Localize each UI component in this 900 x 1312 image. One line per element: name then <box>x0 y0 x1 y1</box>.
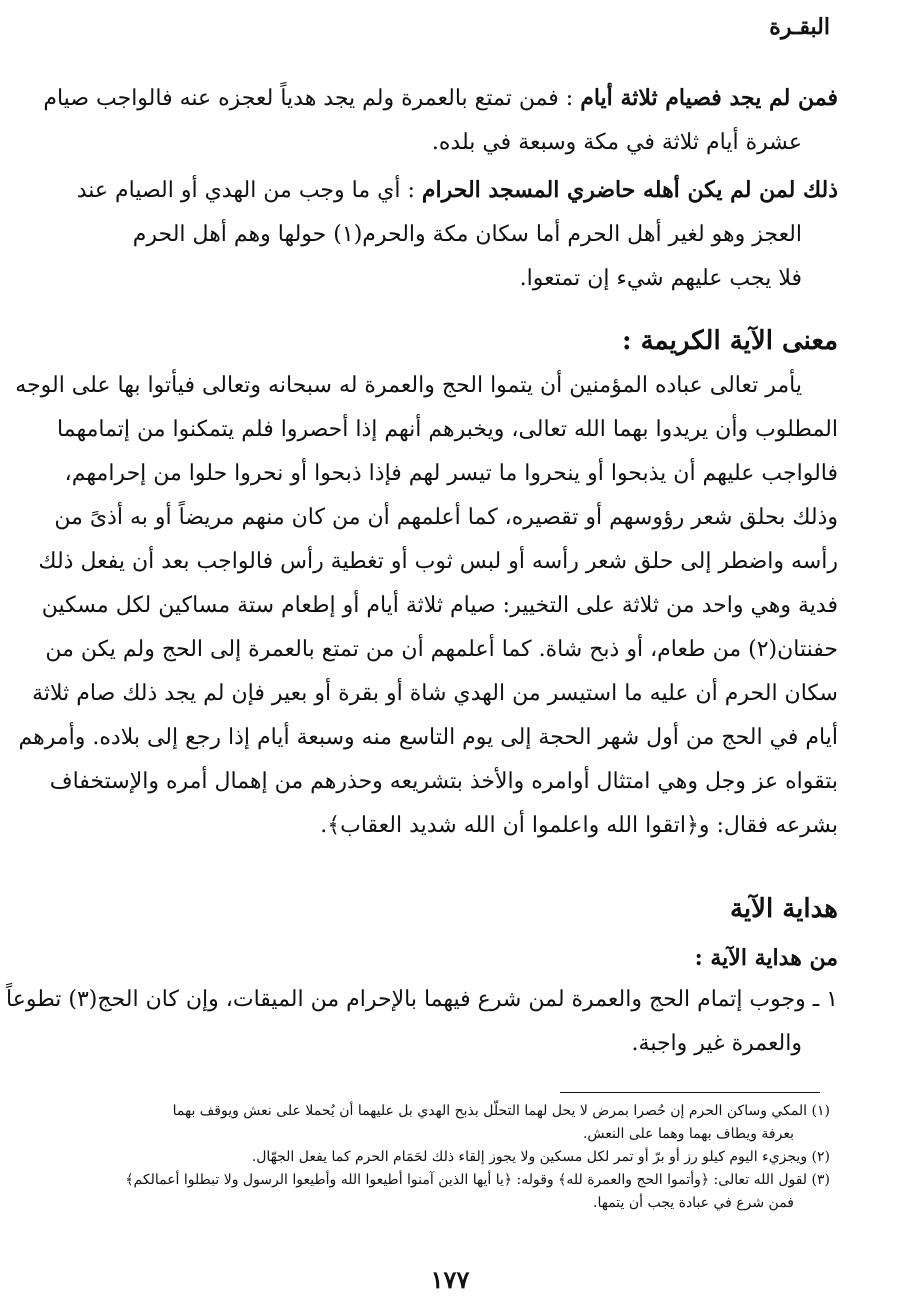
paragraph-line: المطلوب وأن يريدوا بهما الله تعالى، ويخبرهم أنهم إذا أحصروا فلم يتمكنوا من إتمامهما <box>57 417 838 442</box>
meaning-title: معنى الآية الكريمة : <box>621 326 838 356</box>
footnote-line: بعرفة ويطاف بهما وهما على النعش. <box>582 1126 794 1142</box>
verse-term: فمن لم يجد فصيام ثلاثة أيام <box>580 85 838 111</box>
guidance-title: هداية الآية <box>729 894 838 924</box>
verse-term: ذلك لمن لم يكن أهله حاضري المسجد الحرام <box>421 177 838 203</box>
paragraph-line: رأسه واضطر إلى حلق شعر رأسه أو لبس ثوب أو تغطية رأس فالواجب بعد أن يفعل ذلك <box>38 549 838 574</box>
meaning-section <box>15 318 838 848</box>
verse-line: عشرة أيام ثلاثة في مكة وسبعة في بلده. <box>431 130 802 155</box>
footnote-line: (١) المكي وساكن الحرم إن حُصرا بمرض لا يحل لهما التحلّل بذبح الهدي بل عليهما أن يُحملا على نعش ويوقف بهما <box>172 1103 830 1119</box>
paragraph-line: فدية وهي واحد من ثلاثة على التخيير: صيام ثلاثة أيام أو إطعام ستة مساكين لكل مسكين <box>41 593 838 618</box>
paragraph-line: سكان الحرم أن عليه ما استيسر من الهدي شاة أو بقرة أو بعير فإن لم يجد ذلك صام ثلاثة <box>32 681 838 706</box>
guidance-item: ١ ـ وجوب إتمام الحج والعمرة لمن شرع فيهما بالإحرام من الميقات، وإن كان الحج(٣) تطوعاً <box>6 987 838 1012</box>
surah-header: البقـرة <box>769 14 830 40</box>
guidance-item-cont: والعمرة غير واجبة. <box>631 1031 802 1056</box>
footnote-line: فمن شرع في عبادة يجب أن يتمها. <box>593 1195 794 1211</box>
verse-explanation: فمن تمتع بالعمرة ولم يجد هدياً لعجزه عنه فالواجب صيام <box>43 86 559 111</box>
verse-explanation-1 <box>43 76 838 165</box>
paragraph-line: بتقواه عز وجل وهي امتثال أوامره والأخذ بتشريعه وحذرهم من إهمال أمره والإستخفاف <box>49 769 838 794</box>
footnote-line: (٢) ويجزيء اليوم كيلو رز أو برّ أو تمر لكل مسكين ولا يجوز إلقاء ذلك لحَمَام الحرم كما يفعل الجهّال. <box>251 1149 830 1165</box>
paragraph-line: بشرعه فقال: و﴿اتقوا الله واعلموا أن الله شديد العقاب﴾. <box>320 813 838 838</box>
paragraph-line: حفنتان(٢) من طعام، أو ذبح شاة. كما أعلمهم أن من تمتع بالعمرة إلى الحج ولم يكن من <box>45 637 838 662</box>
verse-line: ذلك لمن لم يكن أهله حاضري المسجد الحرام : أي ما وجب من الهدي أو الصيام عند <box>76 177 838 203</box>
verse-line: العجز وهو لغير أهل الحرم أما سكان مكة والحرم(١) حولها وهم أهل الحرم <box>132 222 802 247</box>
footnote-line: (٣) لقول الله تعالى: ﴿وأتموا الحج والعمرة لله﴾ وقوله: ﴿يا أيها الذين آمنوا أطيعوا الله وأطيعوا الرسول ولا تبطلوا أعمالكم﴾ <box>125 1172 830 1188</box>
verse-explanation: أي ما وجب من الهدي أو الصيام عند <box>76 178 401 203</box>
footnote-divider <box>560 1092 820 1093</box>
paragraph-line: يأمر تعالى عباده المؤمنين أن يتموا الحج والعمرة له سبحانه وتعالى فيأتوا بها على الوجه <box>15 373 802 398</box>
guidance-section <box>6 886 838 1066</box>
paragraph-line: أيام في الحج من أول شهر الحجة إلى يوم التاسع منه وسبعة أيام إذا رجع إلى بلاده. وأمرهم <box>18 725 838 750</box>
verse-line: فلا يجب عليهم شيء إن تمتعوا. <box>519 266 802 291</box>
verse-explanation-2 <box>64 168 838 301</box>
paragraph-line: وذلك بحلق شعر رؤوسهم أو تقصيره، كما أعلمهم أن من كان منهم مريضاً أو به أذىً من <box>54 505 838 530</box>
verse-line: فمن لم يجد فصيام ثلاثة أيام : فمن تمتع بالعمرة ولم يجد هدياً لعجزه عنه فالواجب صيام <box>43 85 838 111</box>
footnotes <box>64 1100 830 1215</box>
paragraph-line: فالواجب عليهم أن يذبحوا أو ينحروا ما تيسر لهم فإذا ذبحوا أو نحروا حلوا من إحرامهم، <box>64 461 838 486</box>
page-number: ١٧٧ <box>430 1265 470 1294</box>
guidance-subtitle: من هداية الآية : <box>694 945 838 971</box>
